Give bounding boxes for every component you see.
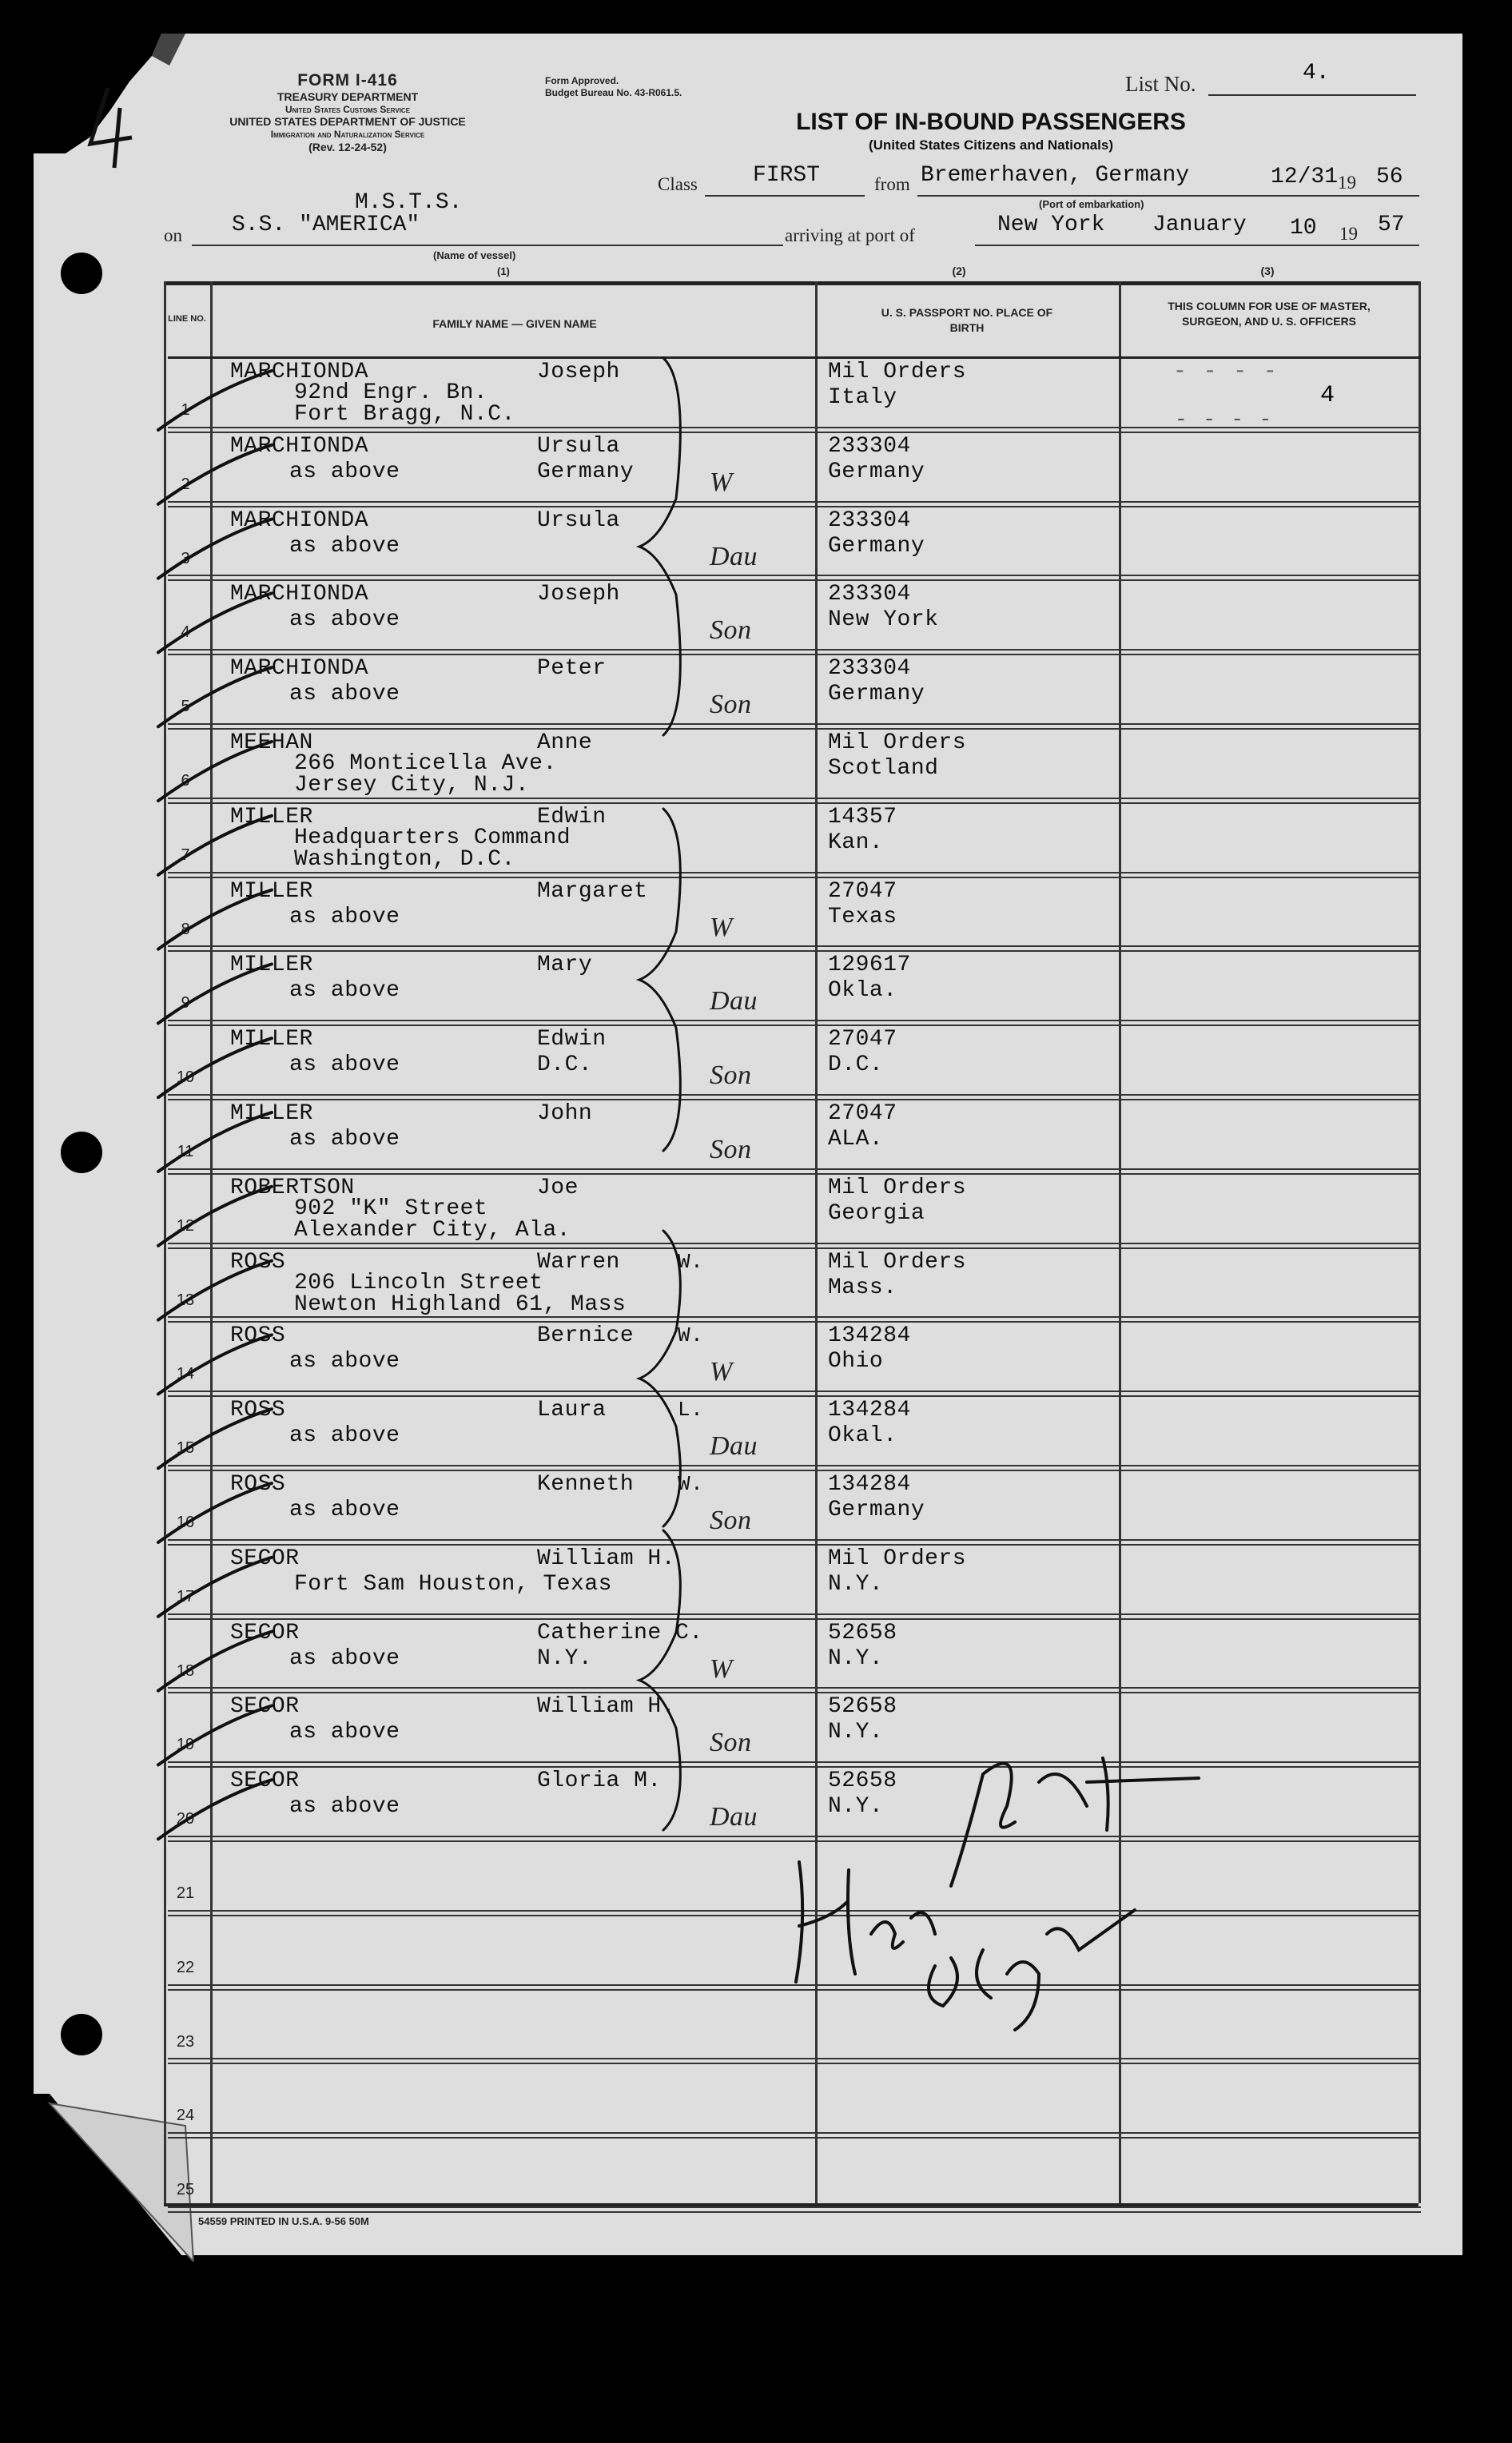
from-value: Bremerhaven, Germany xyxy=(921,163,1190,188)
address-line: as above xyxy=(289,1052,400,1078)
col-header-line-no: LINE NO. xyxy=(168,314,206,324)
line-number: 17 xyxy=(176,1587,195,1605)
check-mark-stroke xyxy=(158,1483,272,1542)
passport-number: 233304 xyxy=(828,433,911,459)
footer-print: 54559 PRINTED IN U.S.A. 9-56 50M xyxy=(198,2215,369,2227)
given-name: Edwin xyxy=(537,1027,607,1052)
check-mark-stroke xyxy=(158,1335,272,1394)
place-of-birth: Kan. xyxy=(828,830,884,855)
family-name: MARCHIONDA xyxy=(230,507,369,533)
vessel-prefix: M.S.T.S. xyxy=(355,190,463,215)
relation-note: W xyxy=(710,912,733,942)
check-mark-stroke xyxy=(158,890,272,949)
year-prefix-2: 19 xyxy=(1339,224,1358,244)
given-name: Edwin xyxy=(537,804,607,830)
address-line: Jersey City, N.J. xyxy=(294,773,530,798)
given-name-extra: D.C. xyxy=(537,1052,593,1078)
check-mark-stroke xyxy=(158,1780,272,1839)
family-name: MILLER xyxy=(230,1101,313,1126)
line-number: 8 xyxy=(181,920,190,938)
line-number: 25 xyxy=(176,2181,195,2199)
form-rev: (Rev. 12-24-52) xyxy=(308,140,387,153)
family-brace xyxy=(639,1530,680,1830)
check-mark-stroke xyxy=(158,816,272,875)
officer-smudge: - - - - xyxy=(1175,408,1274,432)
arrival-port: New York xyxy=(997,213,1105,237)
form-ins: Immigration and Naturalization Service xyxy=(270,129,425,141)
col-header-officers: THIS COLUMN FOR USE OF MASTER, SURGEON, AND U. S. OFFICERS xyxy=(1168,300,1371,328)
year-1: 56 xyxy=(1376,165,1403,189)
line-number: 24 xyxy=(176,2107,195,2125)
family-name: SECOR xyxy=(230,1620,300,1645)
place-of-birth: Germany xyxy=(828,1498,925,1522)
middle-initial: W. xyxy=(678,1249,704,1274)
place-of-birth: Germany xyxy=(828,533,925,559)
address-line: as above xyxy=(289,607,400,633)
passport-number: 52658 xyxy=(828,1769,897,1794)
passport-number: Mil Orders xyxy=(828,1249,967,1275)
place-of-birth: Okla. xyxy=(828,978,897,1004)
address-line: as above xyxy=(289,1127,400,1152)
address-line: Fort Sam Houston, Texas xyxy=(294,1571,612,1597)
passport-number: 134284 xyxy=(828,1323,911,1349)
place-of-birth: Italy xyxy=(828,385,897,410)
family-name: ROSS xyxy=(230,1249,286,1275)
place-of-birth: New York xyxy=(828,607,939,633)
family-brace xyxy=(639,809,680,1151)
page-title: LIST OF IN-BOUND PASSENGERS xyxy=(796,109,1186,135)
family-name: MILLER xyxy=(230,1027,313,1052)
given-name: John xyxy=(537,1101,593,1126)
relation-note: Son xyxy=(710,1060,752,1091)
place-of-birth: Mass. xyxy=(828,1275,897,1300)
arrival-month: January xyxy=(1152,213,1247,237)
line-number: 10 xyxy=(176,1068,195,1087)
address-line: 266 Monticella Ave. xyxy=(294,751,557,776)
bureau-line: Budget Bureau No. 43-R061.5. xyxy=(545,87,682,98)
relation-note: W xyxy=(710,1357,733,1387)
given-name-extra: N.Y. xyxy=(537,1645,593,1671)
address-line: as above xyxy=(289,978,400,1004)
on-label: on xyxy=(164,225,182,245)
year-2: 57 xyxy=(1378,213,1405,237)
list-no-value: 4. xyxy=(1303,61,1330,86)
approved-line: Form Approved. xyxy=(545,75,619,86)
address-line: as above xyxy=(289,1498,400,1522)
given-name: Ursula xyxy=(537,433,620,459)
place-of-birth: Georgia xyxy=(828,1200,925,1226)
embark-date: 12/31 xyxy=(1271,165,1339,189)
relation-note: Son xyxy=(710,1728,752,1758)
given-name-extra: Germany xyxy=(537,459,635,484)
vessel-name: S.S. "AMERICA" xyxy=(232,213,420,237)
check-mark-stroke xyxy=(158,964,272,1023)
family-brace xyxy=(639,358,680,735)
given-name: William H. xyxy=(537,1546,676,1571)
passport-number: 233304 xyxy=(828,507,911,533)
passport-number: 27047 xyxy=(828,1101,897,1126)
given-name: Bernice xyxy=(537,1323,635,1349)
relation-note: Son xyxy=(710,1135,752,1164)
line-number: 21 xyxy=(176,1884,195,1902)
officer-smudge: - - - - xyxy=(1173,360,1279,384)
place-of-birth: Ohio xyxy=(828,1349,884,1375)
arriving-label: arriving at port of xyxy=(785,225,915,245)
family-name: MARCHIONDA xyxy=(230,582,369,607)
line-number: 2 xyxy=(181,475,190,493)
col-num-3: (3) xyxy=(1260,265,1275,277)
place-of-birth: N.Y. xyxy=(828,1645,884,1671)
address-line: Headquarters Command xyxy=(294,825,571,850)
relation-note: Son xyxy=(710,690,752,720)
middle-initial: L. xyxy=(678,1398,704,1422)
line-number: 23 xyxy=(176,2032,195,2051)
from-label: from xyxy=(874,174,910,194)
family-name: ROSS xyxy=(230,1323,286,1349)
relation-note: Dau xyxy=(710,1431,758,1462)
check-mark-stroke xyxy=(158,1632,272,1691)
given-name: Kenneth xyxy=(537,1472,635,1497)
family-brace xyxy=(639,1231,680,1526)
given-name: Ursula xyxy=(537,507,620,533)
vessel-caption: (Name of vessel) xyxy=(433,249,516,261)
place-of-birth: Texas xyxy=(828,904,897,929)
address-line: as above xyxy=(289,682,400,707)
family-name: SECOR xyxy=(230,1546,300,1571)
given-name: Mary xyxy=(537,953,593,978)
check-mark-stroke xyxy=(158,1038,272,1097)
family-name: MEEHAN xyxy=(230,730,313,755)
embark-caption: (Port of embarkation) xyxy=(1039,198,1144,210)
check-mark-stroke xyxy=(158,667,272,726)
relation-note: Son xyxy=(710,615,752,646)
list-no-label: List No. xyxy=(1125,72,1196,96)
family-name: MILLER xyxy=(230,878,313,904)
place-of-birth: Germany xyxy=(828,459,925,484)
officer-note: 4 xyxy=(1320,382,1335,409)
family-name: ROSS xyxy=(230,1472,286,1497)
arrival-day: 10 xyxy=(1290,216,1317,241)
line-number: 6 xyxy=(181,772,190,790)
passport-number: 134284 xyxy=(828,1398,911,1423)
relation-note: W xyxy=(710,467,733,497)
check-mark-stroke xyxy=(158,445,272,504)
given-name: William H. xyxy=(537,1694,676,1720)
line-number: 4 xyxy=(181,623,190,642)
place-of-birth: N.Y. xyxy=(828,1720,884,1745)
relation-note: Dau xyxy=(710,986,758,1017)
form-number: FORM I-416 xyxy=(297,71,398,90)
form-justice: UNITED STATES DEPARTMENT OF JUSTICE xyxy=(229,115,466,129)
check-mark-stroke xyxy=(158,742,272,801)
address-line: as above xyxy=(289,904,400,929)
line-number: 14 xyxy=(176,1365,195,1383)
line-number: 3 xyxy=(181,549,190,567)
address-line: Alexander City, Ala. xyxy=(294,1217,571,1243)
middle-initial: W. xyxy=(678,1323,704,1348)
given-name: Joseph xyxy=(537,360,620,384)
address-line: Fort Bragg, N.C. xyxy=(294,402,515,427)
passport-number: 233304 xyxy=(828,582,911,607)
signature-stroke xyxy=(796,1758,1199,1982)
check-mark-stroke xyxy=(158,1261,272,1320)
family-name: ROSS xyxy=(230,1398,286,1423)
given-name: Joe xyxy=(537,1175,579,1200)
passport-number: 52658 xyxy=(828,1620,897,1645)
given-name: Laura xyxy=(537,1398,607,1423)
family-name: MARCHIONDA xyxy=(230,433,369,459)
address-line: Newton Highland 61, Mass xyxy=(294,1291,627,1317)
address-line: as above xyxy=(289,533,400,559)
given-name: Joseph xyxy=(537,582,620,607)
address-line: 92nd Engr. Bn. xyxy=(294,380,488,405)
col-num-2: (2) xyxy=(952,265,966,277)
check-mark-stroke xyxy=(158,1409,272,1468)
line-number: 12 xyxy=(176,1216,195,1235)
address-line: as above xyxy=(289,1720,400,1745)
line-number: 5 xyxy=(181,698,190,716)
passport-number: 233304 xyxy=(828,656,911,682)
given-name: Catherine C. xyxy=(537,1620,703,1645)
line-number: 20 xyxy=(176,1810,195,1828)
passport-number: 134284 xyxy=(828,1472,911,1497)
line-number: 16 xyxy=(176,1514,195,1531)
line-number: 1 xyxy=(181,401,190,419)
line-number: 15 xyxy=(176,1439,195,1458)
address-line: as above xyxy=(289,1645,400,1671)
line-number: 7 xyxy=(181,846,190,864)
line-number: 19 xyxy=(176,1736,195,1754)
vessel-col-num: (1) xyxy=(497,265,510,277)
line-number: 22 xyxy=(176,1958,195,1976)
col-header-name: FAMILY NAME — GIVEN NAME xyxy=(432,317,597,330)
address-line: 902 "K" Street xyxy=(294,1196,488,1221)
place-of-birth: Okal. xyxy=(828,1423,897,1449)
passport-number: 129617 xyxy=(828,953,911,978)
passport-number: Mil Orders xyxy=(828,360,967,384)
given-name: Gloria M. xyxy=(537,1769,662,1794)
address-line: as above xyxy=(289,459,400,484)
line-number: 13 xyxy=(176,1291,195,1309)
line-number: 11 xyxy=(177,1143,194,1160)
relation-note: Son xyxy=(710,1506,752,1535)
check-mark-stroke xyxy=(158,593,272,652)
form-service: United States Customs Service xyxy=(284,103,411,115)
check-mark-stroke xyxy=(158,1187,272,1246)
relation-note: Dau xyxy=(710,1802,758,1832)
passport-number: Mil Orders xyxy=(828,730,967,755)
signature-stroke xyxy=(929,1910,1135,2030)
address-line: as above xyxy=(289,1349,400,1375)
passport-number: 27047 xyxy=(828,1027,897,1052)
class-label: Class xyxy=(658,174,698,194)
passport-number: 52658 xyxy=(828,1694,897,1720)
place-of-birth: N.Y. xyxy=(828,1571,884,1597)
family-name: SECOR xyxy=(230,1769,300,1794)
form-dept: TREASURY DEPARTMENT xyxy=(277,90,419,104)
passport-number: 14357 xyxy=(828,804,897,830)
place-of-birth: Scotland xyxy=(828,756,939,781)
family-name: SECOR xyxy=(230,1694,300,1720)
family-name: MILLER xyxy=(230,804,313,830)
family-name: MILLER xyxy=(230,953,313,978)
check-mark-stroke xyxy=(158,1558,272,1617)
passport-number: Mil Orders xyxy=(828,1546,967,1571)
relation-note: Dau xyxy=(710,541,758,571)
address-line: as above xyxy=(289,1794,400,1820)
given-name: Warren xyxy=(537,1249,620,1275)
check-mark-stroke xyxy=(158,1705,272,1765)
place-of-birth: N.Y. xyxy=(828,1794,884,1820)
col-header-passport: U. S. PASSPORT NO. PLACE OF BIRTH xyxy=(881,306,1053,334)
place-of-birth: ALA. xyxy=(828,1127,884,1152)
family-name: ROBERTSON xyxy=(230,1175,355,1200)
family-name: MARCHIONDA xyxy=(230,656,369,682)
given-name: Peter xyxy=(537,656,607,682)
passport-number: 27047 xyxy=(828,878,897,904)
address-line: as above xyxy=(289,1423,400,1449)
family-name: MARCHIONDA xyxy=(230,360,369,384)
check-mark-stroke xyxy=(158,519,272,579)
class-value: FIRST xyxy=(753,163,821,188)
line-number: 9 xyxy=(181,994,190,1013)
place-of-birth: Germany xyxy=(828,682,925,707)
passport-number: Mil Orders xyxy=(828,1175,967,1200)
line-number: 18 xyxy=(176,1661,195,1680)
middle-initial: W. xyxy=(678,1472,704,1496)
year-prefix-1: 19 xyxy=(1338,173,1356,193)
relation-note: W xyxy=(710,1653,733,1684)
address-line: 206 Lincoln Street xyxy=(294,1270,543,1295)
address-line: Washington, D.C. xyxy=(294,846,515,872)
given-name: Anne xyxy=(537,730,593,755)
check-mark-stroke xyxy=(158,371,272,430)
place-of-birth: D.C. xyxy=(828,1052,884,1078)
page-subtitle: (United States Citizens and Nationals) xyxy=(868,137,1114,153)
check-mark-stroke xyxy=(158,1112,272,1172)
given-name: Margaret xyxy=(537,878,648,904)
